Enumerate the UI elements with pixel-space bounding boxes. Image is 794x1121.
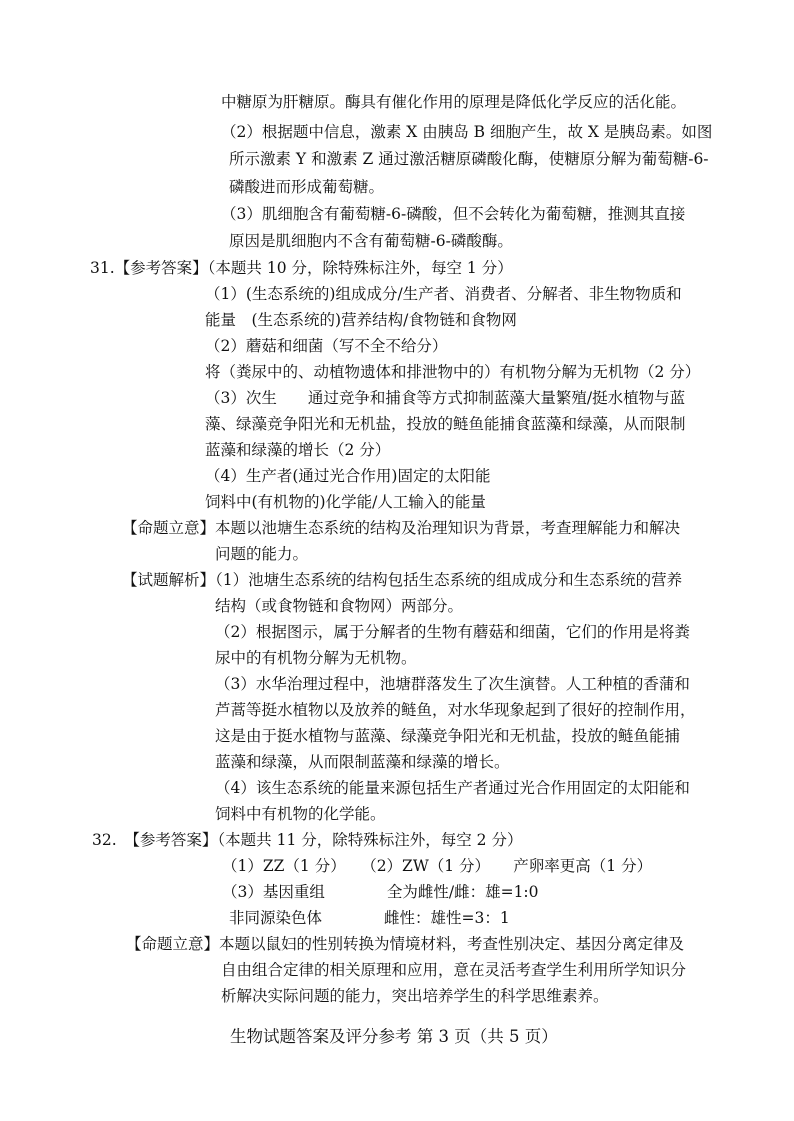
text-line: （3）基因重组 全为雌性/雌：雄=1:0 <box>222 883 539 901</box>
q31-intent: 【命题立意】本题以池塘生态系统的结构及治理知识为背景，考查理解能力和解决 <box>122 519 681 537</box>
text-line: （3）次生 通过竞争和捕食等方式抑制蓝藻大量繁殖/挺水植物与蓝 <box>205 389 686 407</box>
text-line: 藻、绿藻竞争阳光和无机盐，投放的鲢鱼能捕食蓝藻和绿藻，从而限制 <box>205 415 686 433</box>
text-line: （3）水华治理过程中，池塘群落发生了次生演替。人工种植的香蒲和 <box>215 675 690 693</box>
text-line: 结构（或食物链和食物网）两部分。 <box>215 597 464 615</box>
text-line: 自由组合定律的相关原理和应用，意在灵活考查学生利用所学知识分 <box>221 961 687 979</box>
text-line: 非同源染色体 雌性：雄性=3：1 <box>229 909 510 927</box>
q32-intent: 【命题立意】本题以鼠妇的性别转换为情境材料，考查性别决定、基因分离定律及 <box>126 935 685 953</box>
text-line: 中糖原为肝糖原。酶具有催化作用的原理是降低化学反应的活化能。 <box>221 93 687 111</box>
page-footer: 生物试题答案及评分参考 第 3 页（共 5 页） <box>230 1027 558 1046</box>
text-line: 饲料中(有机物的)化学能/人工输入的能量 <box>205 493 486 511</box>
text-line: （2）根据题中信息，激素 X 由胰岛 B 细胞产生，故 X 是胰岛素。如图 <box>221 123 713 141</box>
q32-heading: 32. 【参考答案】（本题共 11 分，除特殊标注外，每空 2 分） <box>92 831 523 849</box>
text-line: 尿中的有机物分解为无机物。 <box>215 649 417 667</box>
text-line: 问题的能力。 <box>215 545 309 563</box>
text-line: （2）蘑菇和细菌（写不全不给分） <box>205 337 448 355</box>
q31-analysis: 【试题解析】（1）池塘生态系统的结构包括生态系统的组成成分和生态系统的营养 <box>122 571 683 589</box>
text-line: 这是由于挺水植物与蓝藻、绿藻竞争阳光和无机盐，投放的鲢鱼能捕 <box>215 727 681 745</box>
q31-heading: 31.【参考答案】（本题共 10 分，除特殊标注外，每空 1 分） <box>90 259 513 277</box>
text-line: （4）该生态系统的能量来源包括生产者通过光合作用固定的太阳能和 <box>215 779 690 797</box>
text-line: 蓝藻和绿藻，从而限制蓝藻和绿藻的增长。 <box>215 753 510 771</box>
text-line: 蓝藻和绿藻的增长（2 分） <box>205 441 391 459</box>
text-line: 将（粪尿中的、动植物遗体和排泄物中的）有机物分解为无机物（2 分） <box>205 363 701 381</box>
text-line: 磷酸进而形成葡萄糖。 <box>229 178 385 196</box>
text-line: 所示激素 Y 和激素 Z 通过激活糖原磷酸化酶，使糖原分解为葡萄糖-6- <box>229 150 709 168</box>
text-line: 能量 (生态系统的)营养结构/食物链和食物网 <box>205 311 517 329</box>
text-line: （3）肌细胞含有葡萄糖-6-磷酸，但不会转化为葡萄糖，推测其直接 <box>221 205 686 223</box>
text-line: （1）ZZ（1 分） （2）ZW（1 分） 产卵率更高（1 分） <box>222 857 653 875</box>
text-line: （1）(生态系统的)组成成分/生产者、消费者、分解者、非生物物质和 <box>205 285 682 303</box>
text-line: 原因是肌细胞内不含有葡萄糖-6-磷酸酶。 <box>229 232 513 250</box>
text-line: （2）根据图示，属于分解者的生物有蘑菇和细菌，它们的作用是将粪 <box>215 623 690 641</box>
text-line: 芦蒿等挺水植物以及放养的鲢鱼，对水华现象起到了很好的控制作用， <box>215 701 696 719</box>
text-line: 析解决实际问题的能力，突出培养学生的科学思维素养。 <box>221 987 609 1005</box>
text-line: （4）生产者(通过光合作用)固定的太阳能 <box>205 467 491 485</box>
text-line: 饲料中有机物的化学能。 <box>215 805 386 823</box>
